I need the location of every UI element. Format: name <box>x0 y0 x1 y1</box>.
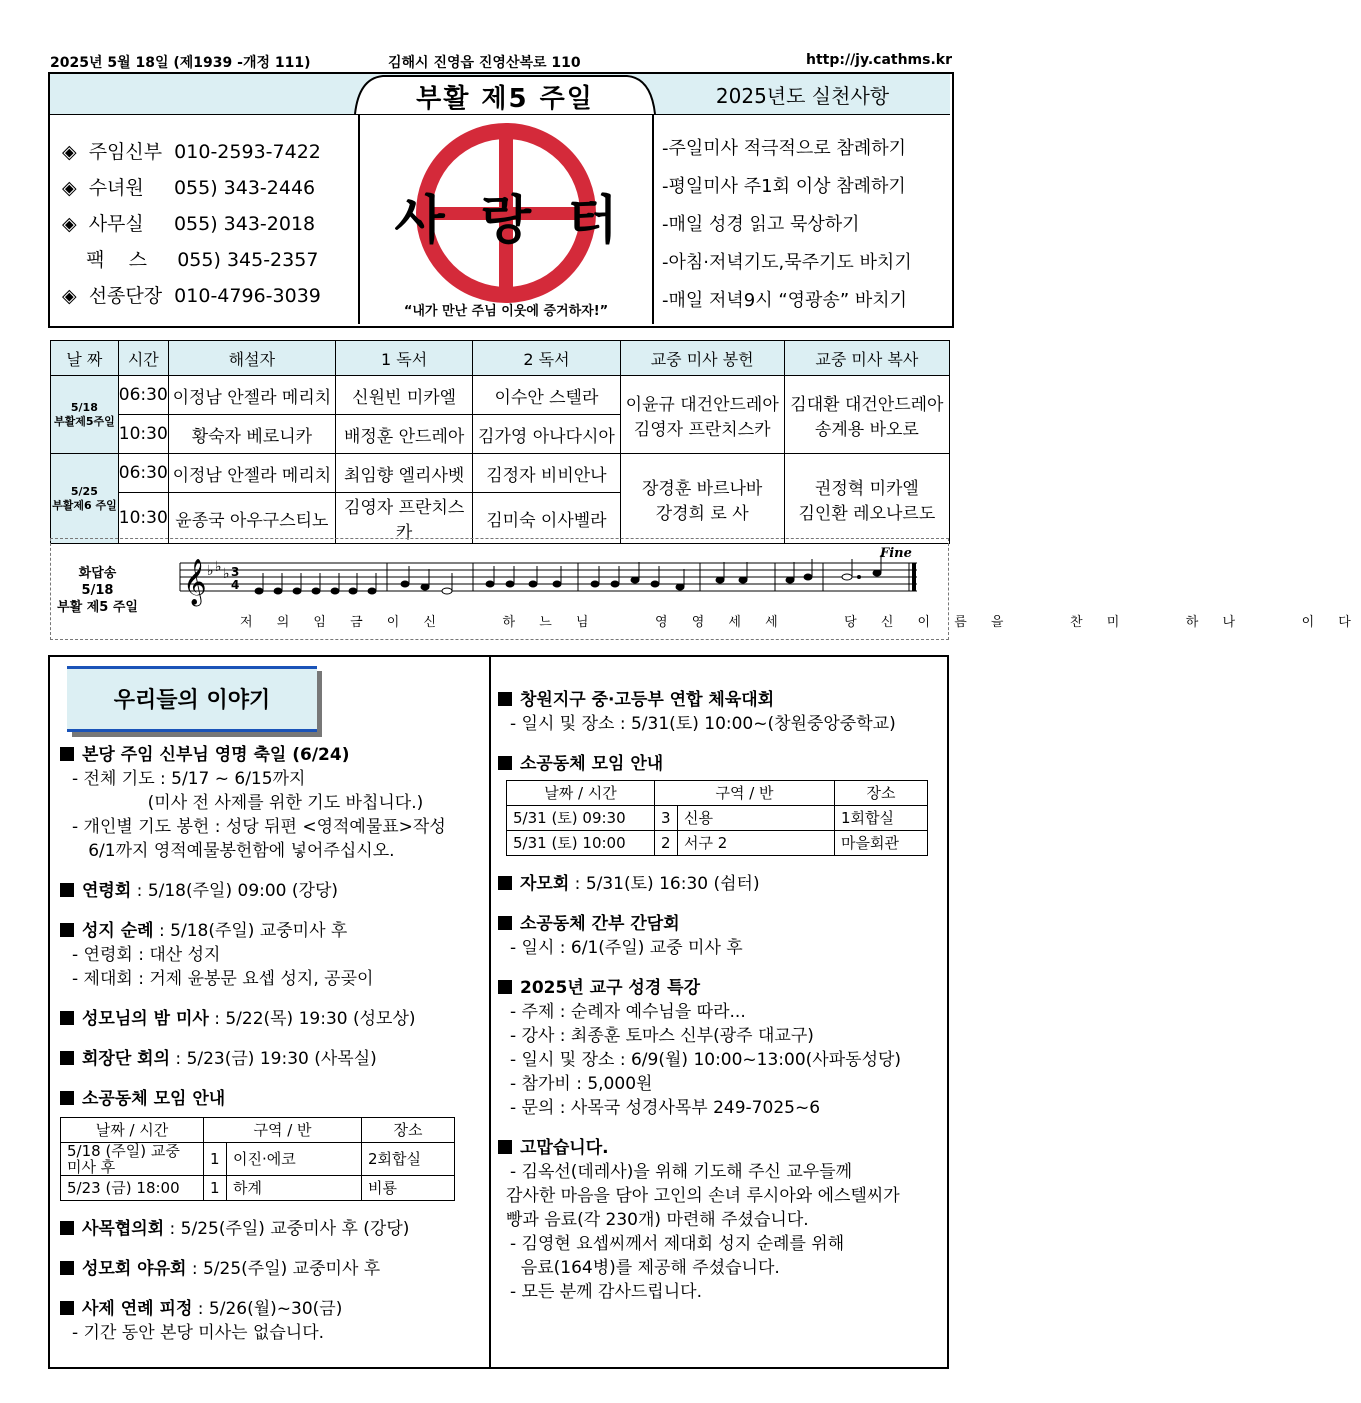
table-row: 5/23 (금) 18:00 1 하계 비룡 <box>61 1176 455 1201</box>
logo-slogan: “내가 만난 주님 이웃에 증거하자!” <box>403 304 609 319</box>
left-column <box>60 743 485 1345</box>
table-row <box>51 376 950 415</box>
practice-item: -매일 저녁9시 “영광송” 바치기 <box>662 290 908 311</box>
contact-office: ◈ 사무실 055) 343-2018 <box>62 213 316 235</box>
svg-text:♭: ♭ <box>207 563 214 579</box>
reading1-cell: 최임향 엘리사벳 <box>335 454 472 493</box>
small-group-table <box>60 1117 455 1201</box>
announcement-heading: 자모회 : 5/31(토) 16:30 (쉼터) <box>498 872 938 896</box>
column-divider <box>489 657 491 1367</box>
reading2-cell: 김정자 비비안나 <box>473 454 620 493</box>
svg-text:4: 4 <box>231 578 240 592</box>
header-reading1: 1 독서 <box>335 341 472 376</box>
announcement-line: 감사한 마음을 담아 고인의 손녀 루시아와 에스텔씨가 <box>506 1186 900 1206</box>
announcement-heading: 성지 순례 : 5/18(주일) 교중미사 후 <box>60 919 485 943</box>
contact-convent: ◈ 수녀원 055) 343-2446 <box>62 177 316 199</box>
reading1-cell: 신원빈 미카엘 <box>335 376 472 415</box>
date-cell: 5/18 부활제5주일 <box>51 376 119 454</box>
music-staff <box>175 545 925 605</box>
date-cell: 5/25 부활제6 주일 <box>51 454 119 544</box>
announcement-line: - 김영현 요셉씨께서 제대회 성지 순례를 위해 <box>510 1234 845 1254</box>
church-address: 김해시 진영읍 진영산복로 110 <box>388 55 581 71</box>
svg-text:𝄞: 𝄞 <box>183 559 207 605</box>
psalm-lyrics: 저 의 임 금 이 신 하 느 님 영 영 세 세 당 신 이 름 을 찬 미 하 나 이 다 <box>240 615 1361 630</box>
stories-banner <box>67 666 317 732</box>
logo-text: 사 랑 터 <box>394 191 618 251</box>
website-link[interactable]: http://jy.cathms.kr <box>805 52 952 68</box>
practice-title: 2025년도 실천사항 <box>715 84 890 108</box>
psalm-label: 화답송 5/18 부활 제5 주일 <box>57 566 138 615</box>
announcement-heading: 소공동체 간부 간담회 <box>498 912 938 936</box>
announcement-line: - 전체 기도 : 5/17 ~ 6/15까지 <box>72 769 306 789</box>
announcement-heading: 회장단 회의 : 5/23(금) 19:30 (사목실) <box>60 1047 485 1071</box>
announcement-heading: 성모님의 밤 미사 : 5/22(목) 19:30 (성모상) <box>60 1007 485 1031</box>
announcement-heading: 소공동체 모임 안내 <box>60 1087 485 1111</box>
announcement-heading: 2025년 교구 성경 특강 <box>498 976 938 1000</box>
top-info-line <box>48 48 952 74</box>
header-reading2: 2 독서 <box>473 341 620 376</box>
issue-date: 2025년 5월 18일 (제1939 -개정 111) <box>50 55 311 71</box>
time-cell: 06:30 <box>118 376 168 415</box>
ministry-schedule-table <box>50 340 950 544</box>
svg-text:♭: ♭ <box>223 566 230 582</box>
header-server: 교중 미사 복사 <box>784 341 949 376</box>
announcement-line: 음료(164병)를 제공해 주셨습니다. <box>510 1258 780 1278</box>
reading2-cell: 이수안 스텔라 <box>473 376 620 415</box>
commentator-cell: 황숙자 베로니카 <box>168 415 335 454</box>
announcement-line: - 일시 및 장소 : 5/31(토) 10:00~(창원중앙중학교) <box>510 714 896 734</box>
practice-item: -평일미사 주1회 이상 참례하기 <box>662 176 906 197</box>
table-row: 5/18 (주일) 교중 미사 후 1 이진·에코 2회합실 <box>61 1143 455 1176</box>
announcement-line: - 김옥선(데레사)을 위해 기도해 주신 교우들께 <box>510 1162 853 1182</box>
announcement-heading: 성모회 야유회 : 5/25(주일) 교중미사 후 <box>60 1257 485 1281</box>
table-row: 5/31 (토) 10:00 2 서구 2 마을회관 <box>507 831 928 856</box>
header-date: 날 짜 <box>51 341 119 376</box>
server-cell: 김대환 대건안드레아 송계용 바오로 <box>784 376 949 454</box>
commentator-cell: 윤종국 아우구스티노 <box>168 493 335 544</box>
table-row <box>51 454 950 493</box>
practice-list <box>662 130 912 320</box>
announcement-heading: 사제 연례 피정 : 5/26(월)~30(금) <box>60 1297 485 1321</box>
table-header-row: 날짜 / 시간 구역 / 반 장소 <box>61 1118 455 1143</box>
announcement-line: 빵과 음료(각 230개) 마련해 주셨습니다. <box>506 1210 809 1230</box>
small-group-table <box>506 780 928 856</box>
announcement-heading: 창원지구 중·고등부 연합 체육대회 <box>498 688 938 712</box>
announcement-line: - 개인별 기도 봉헌 : 성당 뒤편 <영적예물표>작성 <box>72 817 446 837</box>
announcement-line: (미사 전 사제를 위한 기도 바칩니다.) <box>72 793 424 813</box>
table-row: 5/31 (토) 09:30 3 신용 1회합실 <box>507 806 928 831</box>
announcement-line: 6/1까지 영적예물봉헌함에 넣어주십시오. <box>72 841 395 861</box>
offering-cell: 장경훈 바르나바 강경희 로 사 <box>620 454 784 544</box>
time-cell: 06:30 <box>118 454 168 493</box>
announcement-line: - 참가비 : 5,000원 <box>510 1074 653 1094</box>
svg-text:3: 3 <box>231 565 240 579</box>
announcement-line: - 모든 분께 감사드립니다. <box>510 1282 702 1302</box>
reading2-cell: 김미숙 이사벨라 <box>473 493 620 544</box>
reading2-cell: 김가영 아나다시아 <box>473 415 620 454</box>
practice-item: -매일 성경 읽고 묵상하기 <box>662 214 860 235</box>
contact-pastor: ◈ 주임신부 010-2593-7422 <box>62 141 321 163</box>
practice-item: -아침·저녁기도,묵주기도 바치기 <box>662 252 912 273</box>
server-cell: 권정혁 미카엘 김인환 레오나르도 <box>784 454 949 544</box>
announcement-heading: 소공동체 모임 안내 <box>498 752 938 776</box>
page-title: 부활 제5 주일 <box>416 84 594 114</box>
table-header-row: 날짜 / 시간 구역 / 반 장소 <box>507 781 928 806</box>
header-time: 시간 <box>118 341 168 376</box>
header-offering: 교중 미사 봉헌 <box>620 341 784 376</box>
announcement-line: - 문의 : 사목국 성경사목부 249-7025~6 <box>510 1098 821 1118</box>
table-header-row <box>51 341 950 376</box>
commentator-cell: 이정남 안젤라 메리치 <box>168 454 335 493</box>
practice-item: -주일미사 적극적으로 참례하기 <box>662 138 906 159</box>
reading1-cell: 배정훈 안드레아 <box>335 415 472 454</box>
announcement-line: - 제대회 : 거제 윤봉문 요셉 성지, 공곶이 <box>72 969 374 989</box>
announcement-heading: 고맙습니다. <box>498 1136 938 1160</box>
announcement-heading: 연령회 : 5/18(주일) 09:00 (강당) <box>60 879 485 903</box>
announcement-heading: 본당 주임 신부님 영명 축일 (6/24) <box>60 743 485 767</box>
contact-list <box>62 134 321 314</box>
contact-funeral: ◈ 선종단장 010-4796-3039 <box>62 285 321 307</box>
announcement-line: - 강사 : 최종훈 토마스 신부(광주 대교구) <box>510 1026 814 1046</box>
commentator-cell: 이정남 안젤라 메리치 <box>168 376 335 415</box>
reading1-cell: 김영자 프란치스카 <box>335 493 472 544</box>
announcement-line: - 일시 : 6/1(주일) 교중 미사 후 <box>510 938 743 958</box>
announcement-line: - 기간 동안 본당 미사는 없습니다. <box>72 1323 325 1343</box>
header-commentator: 해설자 <box>168 341 335 376</box>
fine-mark: Fine <box>880 546 912 561</box>
announcement-line: - 연령회 : 대산 성지 <box>72 945 221 965</box>
svg-text:♭: ♭ <box>215 559 222 575</box>
announcement-heading: 사목협의회 : 5/25(주일) 교중미사 후 (강당) <box>60 1217 485 1241</box>
divider <box>652 114 654 324</box>
stories-banner-title: 우리들의 이야기 <box>113 688 271 713</box>
right-column <box>498 688 938 1304</box>
time-cell: 10:30 <box>118 415 168 454</box>
announcement-line: - 주제 : 순례자 예수님을 따라... <box>510 1002 746 1022</box>
contact-fax: 팩 스 055) 345-2357 <box>62 249 319 271</box>
time-cell: 10:30 <box>118 493 168 544</box>
announcement-line: - 일시 및 장소 : 6/9(월) 10:00~13:00(사파동성당) <box>510 1050 902 1070</box>
offering-cell: 이윤규 대건안드레아 김영자 프란치스카 <box>620 376 784 454</box>
